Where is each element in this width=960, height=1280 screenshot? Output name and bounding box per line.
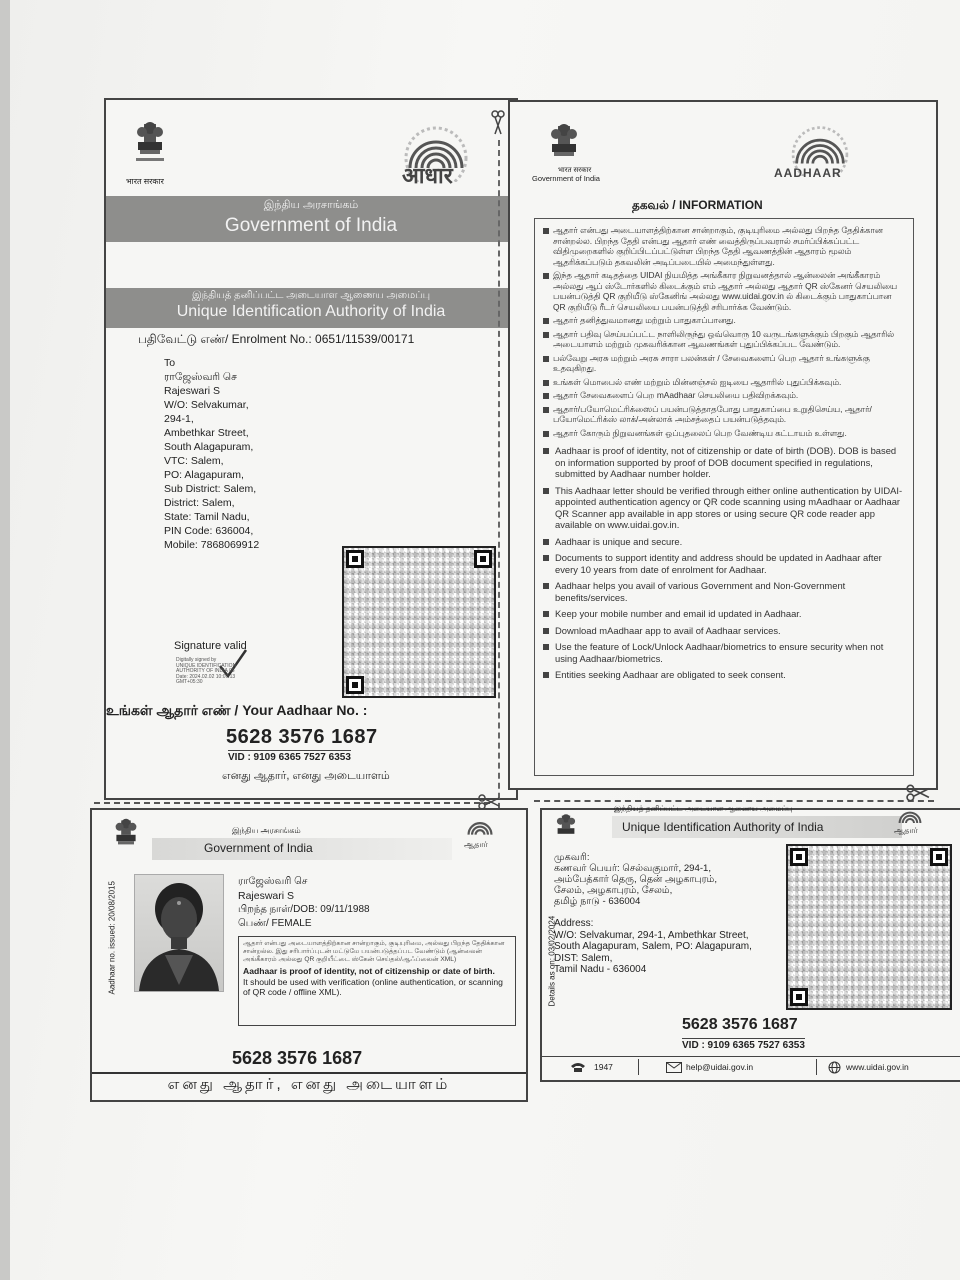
qr-finder <box>346 676 364 694</box>
signature-valid-label: Signature valid <box>174 640 247 652</box>
emblem-of-india-icon <box>110 816 142 860</box>
aadhaar-number: 5628 3576 1687 <box>226 726 378 748</box>
aadhaar-small-wordmark: ஆதார் <box>464 840 488 849</box>
scissors-icon <box>906 784 930 802</box>
tagline-front: எனது ஆதார், எனது அடையாளம் <box>167 1076 451 1093</box>
uidai-tamil: இந்தியத் தனிப்பட்ட அடையாள ஆணைய அமைப்பு <box>191 290 431 301</box>
footer-divider <box>638 1059 639 1075</box>
aadhaar-letter-left-panel <box>104 98 518 800</box>
issued-date-vertical: Aadhaar no. issued: 20/08/2015 <box>107 881 117 995</box>
aadhaar-logo-icon <box>458 814 502 842</box>
phone-icon <box>570 1062 586 1072</box>
info-item-english: Use the feature of Lock/Unlock Aadhaar/biometrics to ensure security when not using Aadhaar/biometrics. <box>543 641 905 664</box>
details-date-vertical: Details as on: 03/02/2024 <box>547 915 557 1007</box>
govt-english: Government of India <box>224 215 398 236</box>
notice-tamil: ஆதார் என்பது அடையாளத்திற்கான சான்றாகும், குடியுரிமை, அல்லது பிறந்த தேதிக்கான சான்றல்ல. இது சரிபார்ப்புடன் மட்டுமே பயன்படுத்தப்பட வேண்டும் (ஆன்லைன் அங்கீகாரம் அல்லது QR குறியீட்டை ஸ்கேன் செய்தல்/ஆஃப்லைன் XML) <box>243 940 505 963</box>
emblem-caption: भारत सरकार <box>126 177 164 186</box>
digital-signature-details <box>176 658 236 686</box>
email-address: help@uidai.gov.in <box>686 1062 754 1072</box>
aadhaar-number-front: 5628 3576 1687 <box>232 1048 363 1068</box>
notice-bold: Aadhaar is proof of identity, not of citizenship or date of birth. <box>243 966 495 976</box>
info-item-tamil: ஆதார் சேவைகளைப் பெற mAadhaar செயலியை பதிவிறக்கவும். <box>543 390 905 401</box>
address-line: PO: Alagapuram, <box>164 469 244 481</box>
uidai-english: Unique Identification Authority of India <box>176 303 446 320</box>
enrolment-number: பதிவேட்டு எண்/ Enrolment No.: 0651/11539/00171 <box>138 332 415 346</box>
information-box <box>534 218 914 776</box>
address-tamil-line: தமிழ் நாடு - 636004 <box>554 896 641 907</box>
address-line: Sub District: Salem, <box>164 483 257 495</box>
aadhaar-english-wordmark: AADHAAR <box>774 166 842 180</box>
address-line: District: Salem, <box>164 497 235 509</box>
govt-english: Government of India <box>204 841 313 855</box>
holder-name-english: Rajeswari S <box>238 890 295 902</box>
qr-finder <box>346 550 364 568</box>
address-tamil-line: முகவரி: <box>554 852 590 863</box>
vid-number: VID : 9109 6365 7527 6353 <box>228 752 351 763</box>
address-line: ராஜேஸ்வரி செ <box>164 371 237 383</box>
address-line: To <box>164 357 176 369</box>
address-line: South Alagapuram, <box>164 441 254 453</box>
your-aadhaar-label: உங்கள் ஆதார் எண் / Your Aadhaar No. : <box>106 702 368 718</box>
address-english-line: Tamil Nadu - 636004 <box>554 964 647 975</box>
signature-detail-line: GMT+05:30 <box>176 679 203 686</box>
qr-code-left <box>342 546 496 698</box>
proof-notice-box <box>238 936 516 1026</box>
signature-detail-line: UNIQUE IDENTIFICATION <box>176 662 237 669</box>
aadhaar-card-front <box>90 808 528 1102</box>
qr-finder <box>930 848 948 866</box>
info-item-tamil: ஆதார் பதிவு செய்யப்பட்ட நாளிலிருந்து ஒவ்வொரு 10 வருடங்களுக்கும் பிறகும் ஆதாரில் அடையாளம் மற்றும் முகவரிக்கான ஆவணங்கள் புதுப்பிக்கப்பட வேண்டும். <box>543 329 905 350</box>
emblem-caption-english: Government of India <box>532 174 600 183</box>
scissors-icon <box>490 108 506 136</box>
info-item-english: Download mAadhaar app to avail of Aadhaar services. <box>543 625 905 637</box>
emblem-caption-hindi: भारत सरकार <box>558 167 592 174</box>
info-item-tamil: உங்கள் மொபைல் எண் மற்றும் மின்னஞ்சல் ஐடியை ஆதாரில் புதுப்பிக்கவும். <box>543 377 905 388</box>
info-item-tamil: ஆதார் கோரும் நிறுவனங்கள் ஒப்புதலைப் பெற வேண்டிய கட்டாயம் உள்ளது. <box>543 428 905 439</box>
info-item-tamil: ஆதார்/பயோமெட்ரிக்ஸைப் பயன்படுத்தாதபோது பாதுகாப்பை உறுதிசெய்ய, ஆதார்/பயோமெட்ரிக்ஸ் லாக்/அன்லாக் அம்சத்தைப் பயன்படுத்தவும். <box>543 404 905 425</box>
address-tamil-line: கணவர் பெயர்: செல்வகுமார், 294-1, <box>554 863 712 874</box>
address-line: 294-1, <box>164 413 194 425</box>
address-line: State: Tamil Nadu, <box>164 511 250 523</box>
globe-icon <box>828 1061 841 1074</box>
emblem-of-india-icon <box>552 812 580 850</box>
uidai-english: Unique Identification Authority of India <box>622 820 824 834</box>
qr-code-back <box>786 844 952 1010</box>
address-english-line: W/O: Selvakumar, 294-1, Ambethkar Street, <box>554 929 749 941</box>
address-line: VTC: Salem, <box>164 455 224 467</box>
contact-footer <box>542 1056 960 1079</box>
notice-rest: It should be used with verification (online authentication, or scanning of QR code / offline XML). <box>243 976 503 997</box>
footer-divider <box>816 1059 817 1075</box>
info-item-english: Keep your mobile number and email id updated in Aadhaar. <box>543 608 905 620</box>
holder-gender: பெண்/ FEMALE <box>238 918 312 929</box>
email-icon <box>666 1062 682 1073</box>
qr-finder <box>790 848 808 866</box>
qr-finder <box>474 550 492 568</box>
info-item-english: Aadhaar helps you avail of various Government and Non-Government benefits/services. <box>543 580 905 603</box>
address-tamil-line: சேலம், அழகாபுரம், சேலம், <box>554 885 673 896</box>
qr-finder <box>790 988 808 1006</box>
address-line: Mobile: 7868069912 <box>164 539 260 551</box>
horizontal-cut-line-left <box>94 802 490 804</box>
info-item-tamil: பல்வேறு அரசு மற்றும் அரசு சாரா பலன்கள் / சேவைகளைப் பெற ஆதார் உங்களுக்கு உதவுகிறது. <box>543 353 905 374</box>
address-line: W/O: Selvakumar, <box>164 399 249 411</box>
horizontal-cut-line-right <box>534 800 934 802</box>
helpline-number: 1947 <box>594 1062 613 1072</box>
address-line: Ambethkar Street, <box>164 427 249 439</box>
holder-photo <box>134 874 224 992</box>
emblem-of-india-icon <box>130 120 170 172</box>
govt-tamil: இந்திய அரசாங்கம் <box>263 199 359 211</box>
address-line: PIN Code: 636004, <box>164 525 254 537</box>
aadhaar-card-back <box>540 804 960 1082</box>
info-item-tamil: இந்த ஆதார் கடிதத்தை UIDAI நியமித்த அங்கீகார நிறுவனத்தால் ஆன்லைன் அங்கீகாரம் அல்லது ஆப் ஸ்டோர்களில் கிடைக்கும் எம் ஆதார் அல்லது ஆதார் QR ஸ்கேனர் செயலியை பயன்படுத்தி QR குறியீடு ஸ்கேனிங் அல்லது www.uidai.gov.in ல் கிடைக்கும் பாதுகாப்பான QR குறியீடு ரீடர் செயலியை பயன்படுத்தி சரிபார்க்க வேண்டும். <box>543 270 905 312</box>
aadhaar-hindi-wordmark: आधार <box>402 163 453 188</box>
info-item-tamil: ஆதார் தனித்துவமானது மற்றும் பாதுகாப்பானது. <box>543 315 905 326</box>
address-tamil-line: அம்பேத்கார் தெரு, தென் அழகாபுரம், <box>554 874 718 885</box>
aadhaar-letter-right-panel <box>508 100 938 790</box>
footer-rule <box>92 1072 526 1074</box>
website-url: www.uidai.gov.in <box>846 1062 909 1072</box>
address-tamil-block <box>554 852 717 907</box>
holder-name-tamil: ராஜேஸ்வரி செ <box>238 876 308 887</box>
signature-detail-line: AUTHORITY OF INDIA 05 <box>176 668 235 675</box>
aadhaar-small-wordmark: ஆதார் <box>894 826 918 835</box>
signature-detail-line: Digitally signed by <box>176 657 217 663</box>
info-item-tamil: ஆதார் என்பது அடையாளத்திற்கான சான்றாகும், குடியுரிமை அல்லது பிறந்த தேதிக்கான சான்றல்ல. பிறந்த தேதி என்பது ஆதார் எண் வைத்திருப்பவரால் சமர்ப்பிக்கப்பட்ட விதிமுறைகளில் குறிப்பிடப்பட்டுள்ள பிறந்த தேதி ஆவணத்தின் ஆதாரம் மூலம் ஆதரிக்கப்படும் தகவலின் அடிப்படையில் அமைந்துள்ளது. <box>543 225 905 267</box>
tagline-tamil: எனது ஆதார், எனது அடையாளம் <box>222 770 390 782</box>
information-title: தகவல் / INFORMATION <box>632 198 763 212</box>
address-english-line: Address: <box>554 918 594 929</box>
info-item-english: Documents to support identity and address should be updated in Aadhaar after every 10 years from date of enrolment for Aadhaar. <box>543 552 905 575</box>
holder-dob: பிறந்த நாள்/DOB: 09/11/1988 <box>238 904 370 915</box>
vid-number-back: VID : 9109 6365 7527 6353 <box>682 1040 805 1051</box>
address-block <box>164 356 259 552</box>
uidai-tamil: இந்தியத் தனிப்பட்ட அடையாள ஆணைய அமைப்பு <box>614 804 793 813</box>
info-item-english: Entities seeking Aadhaar are obligated to seek consent. <box>543 669 905 681</box>
aadhaar-number-back: 5628 3576 1687 <box>682 1016 798 1033</box>
govt-of-india-band <box>106 196 516 242</box>
info-item-english: Aadhaar is unique and secure. <box>543 536 905 548</box>
info-item-english: This Aadhaar letter should be verified through either online authentication by UIDAI-appointed authentication agency or QR code scanning using mAadhaar or Aadhaar QR Scanner app available in app stores or using secure QR code reader app available on www.uidai.gov.in. <box>543 485 905 531</box>
signature-detail-line: Date: 2024.02.02 10:07:13 <box>176 673 236 680</box>
govt-tamil: இந்திய அரசாங்கம் <box>232 826 301 835</box>
uidai-band <box>106 288 516 328</box>
address-english-block <box>554 918 752 976</box>
address-english-line: South Alagapuram, Salem, PO: Alagapuram, <box>554 941 752 952</box>
address-english-line: DIST: Salem, <box>554 952 613 964</box>
address-line: Rajeswari S <box>164 385 221 397</box>
info-item-english: Aadhaar is proof of identity, not of citizenship or date of birth (DOB). DOB is based on information supported by proof of DOB document specified in regulations, submitted by Aadhaar number holder. <box>543 445 905 480</box>
